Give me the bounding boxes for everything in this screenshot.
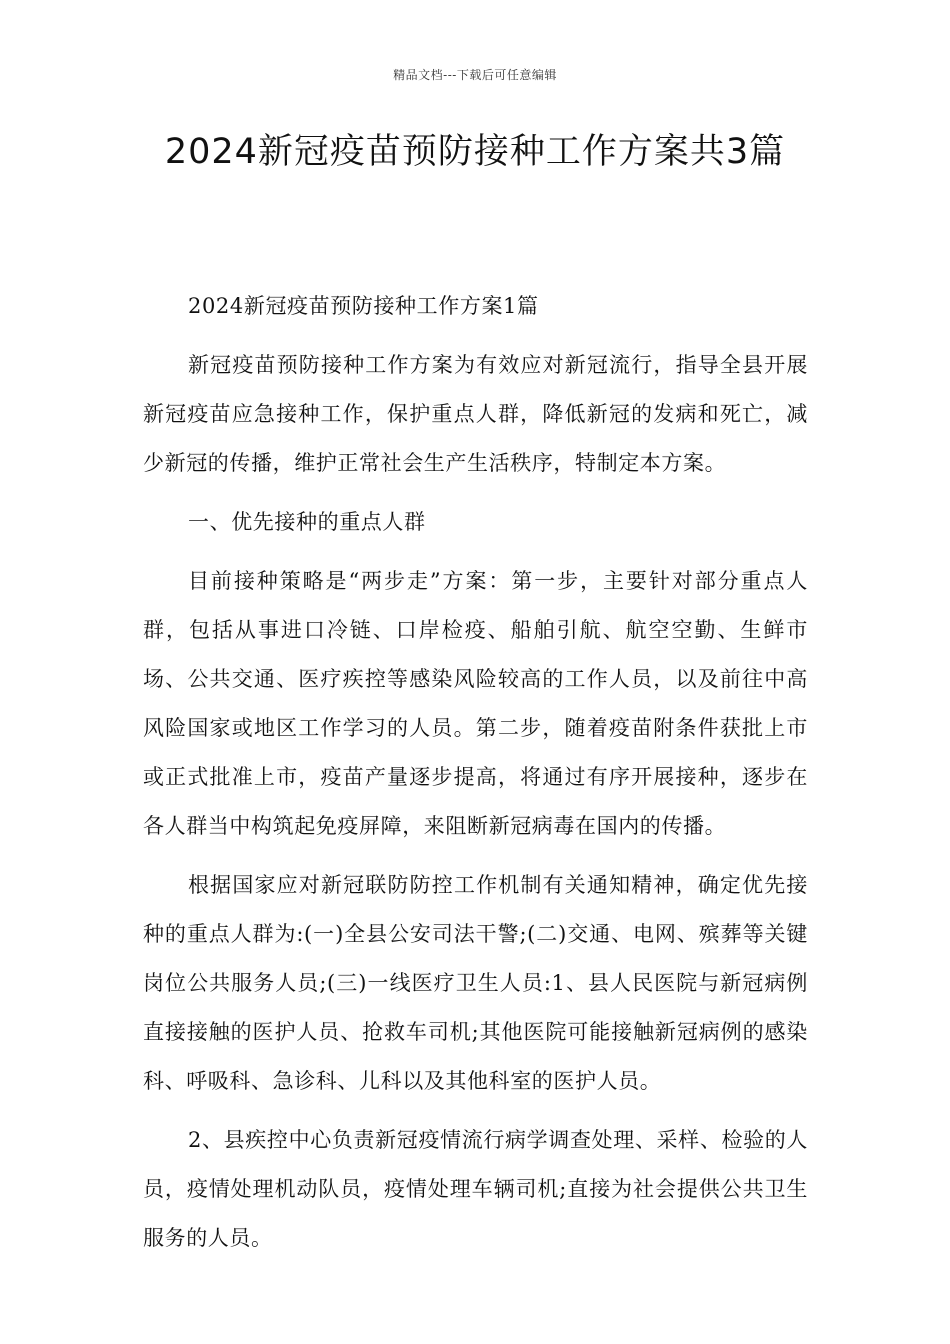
document-body — [143, 282, 808, 1273]
paragraph-intro: 新冠疫苗预防接种工作方案为有效应对新冠流行，指导全县开展新冠疫苗应急接种工作，保护重点人群，降低新冠的发病和死亡，减少新冠的传播，维护正常社会生产生活秩序，特制定本方案。 — [143, 353, 808, 475]
section-heading-priority-groups: 一、优先接种的重点人群 — [188, 510, 426, 534]
document-title: 2024新冠疫苗预防接种工作方案共3篇 — [164, 132, 786, 172]
paragraph-strategy: 目前接种策略是“两步走”方案：第一步，主要针对部分重点人群，包括从事进口冷链、口岸检疫、船舶引航、航空空勤、生鲜市场、公共交通、医疗疾控等感染风险较高的工作人员，以及前往中高风险国家或地区工作学习的人员。第二步，随着疫苗附条件获批上市或正式批准上市，疫苗产量逐步提高，将通过有序开展接种，逐步在各人群当中构筑起免疫屏障，来阻断新冠病毒在国内的传播。 — [143, 569, 808, 838]
paragraph-priority-groups: 根据国家应对新冠联防防控工作机制有关通知精神，确定优先接种的重点人群为:(一)全县公安司法干警;(二)交通、电网、殡葬等关键岗位公共服务人员;(三)一线医疗卫生人员:1、县人民医院与新冠病例直接接触的医护人员、抢救车司机;其他医院可能接触新冠病例的感染科、呼吸科、急诊科、儿科以及其他科室的医护人员。 — [143, 873, 808, 1093]
paragraph-subtitle: 2024新冠疫苗预防接种工作方案1篇 — [188, 294, 539, 318]
header-note: 精品文档---下载后可任意编辑 — [393, 68, 557, 82]
paragraph-cdc-staff: 2、县疾控中心负责新冠疫情流行病学调查处理、采样、检验的人员，疫情处理机动队员，疫情处理车辆司机;直接为社会提供公共卫生服务的人员。 — [143, 1128, 808, 1250]
